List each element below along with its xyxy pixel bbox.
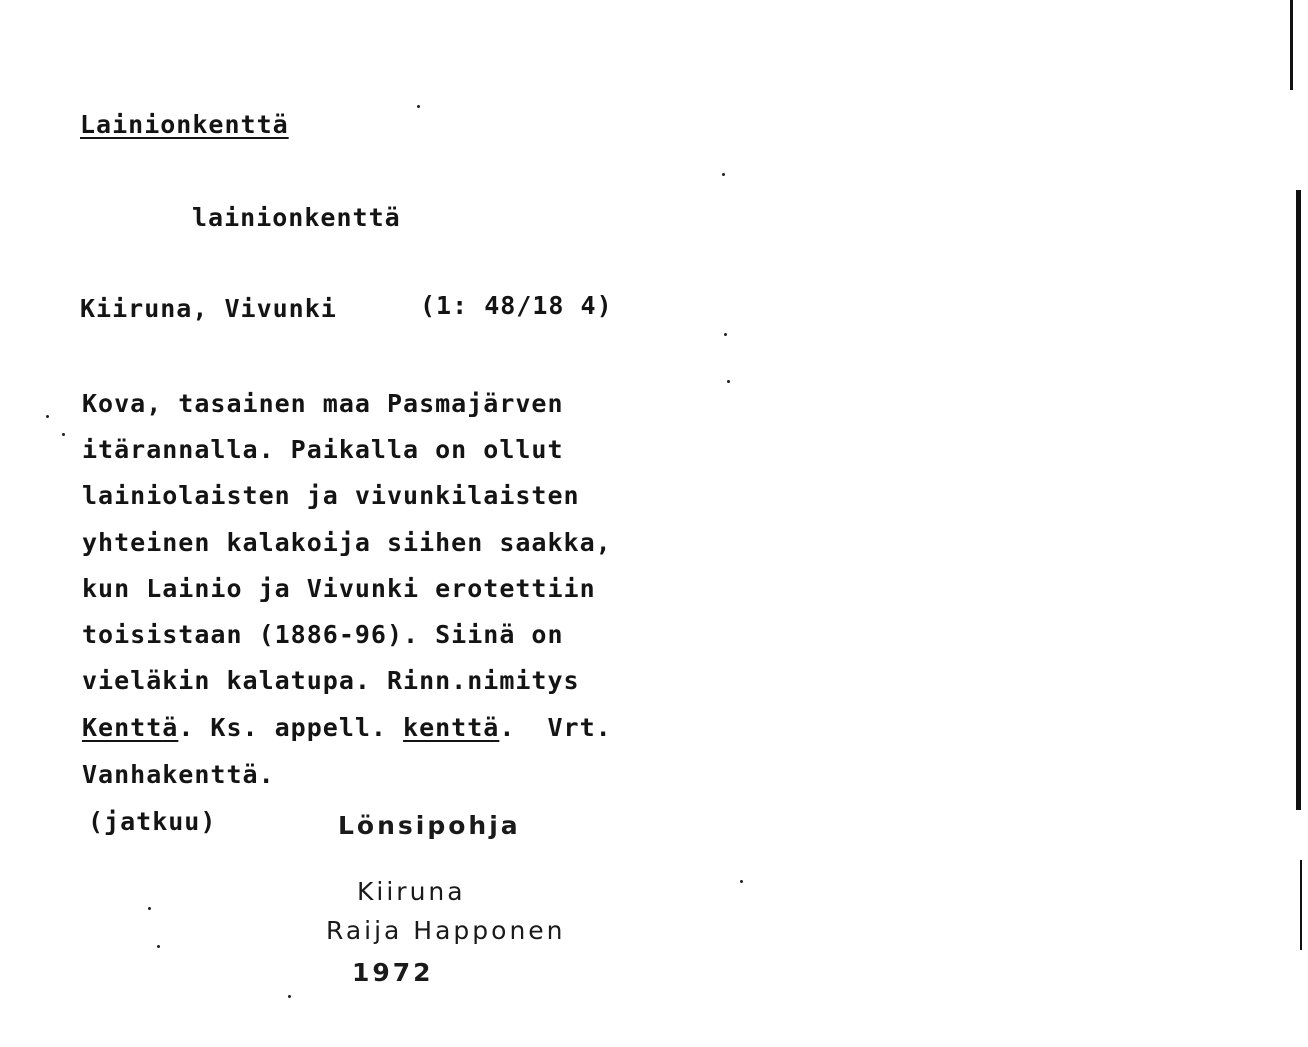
- card-title: Lainionkenttä: [80, 110, 289, 139]
- body-line: vieläkin kalatupa. Rinn.nimitys: [82, 666, 580, 695]
- scan-speck: [148, 907, 151, 910]
- scan-edge: [1296, 190, 1301, 810]
- scan-speck: [722, 173, 725, 176]
- scan-speck: [157, 945, 160, 948]
- reference-line: [82, 713, 612, 743]
- scan-speck: [46, 415, 49, 418]
- scan-speck: [740, 880, 743, 883]
- reference-separator: . Ks. appell.: [178, 713, 404, 742]
- stamp-municipality: Kiiruna: [357, 877, 466, 906]
- body-line: kun Lainio ja Vivunki erotettiin: [82, 574, 596, 603]
- body-line: Kova, tasainen maa Pasmajärven: [82, 389, 564, 418]
- body-line: yhteinen kalakoija siihen saakka,: [82, 528, 612, 557]
- scan-speck: [724, 333, 727, 336]
- stamp-collector: Raija Happonen: [326, 916, 566, 945]
- scan-speck: [417, 105, 420, 108]
- scan-speck: [62, 433, 65, 436]
- stamp-region: Lönsipohja: [338, 811, 521, 840]
- parallel-name: Kenttä: [82, 713, 179, 742]
- scan-speck: [727, 380, 730, 383]
- stamp-year: 1972: [352, 958, 434, 987]
- scan-edge: [1300, 860, 1302, 950]
- body-line: lainiolaisten ja vivunkilaisten: [82, 481, 580, 510]
- scan-edge: [1290, 0, 1293, 90]
- map-reference: (1: 48/18 4): [420, 291, 613, 320]
- location: Kiiruna, Vivunki: [80, 294, 337, 323]
- appellative: kenttä: [403, 713, 500, 742]
- compare-label: . Vrt.: [499, 713, 612, 742]
- compare-name: Vanhakenttä.: [82, 760, 275, 789]
- scan-speck: [288, 995, 291, 998]
- body-line: toisistaan (1886-96). Siinä on: [82, 620, 564, 649]
- dialect-form: lainionkenttä: [192, 203, 401, 232]
- body-line: itärannalla. Paikalla on ollut: [82, 435, 564, 464]
- continues-note: (jatkuu): [88, 807, 217, 836]
